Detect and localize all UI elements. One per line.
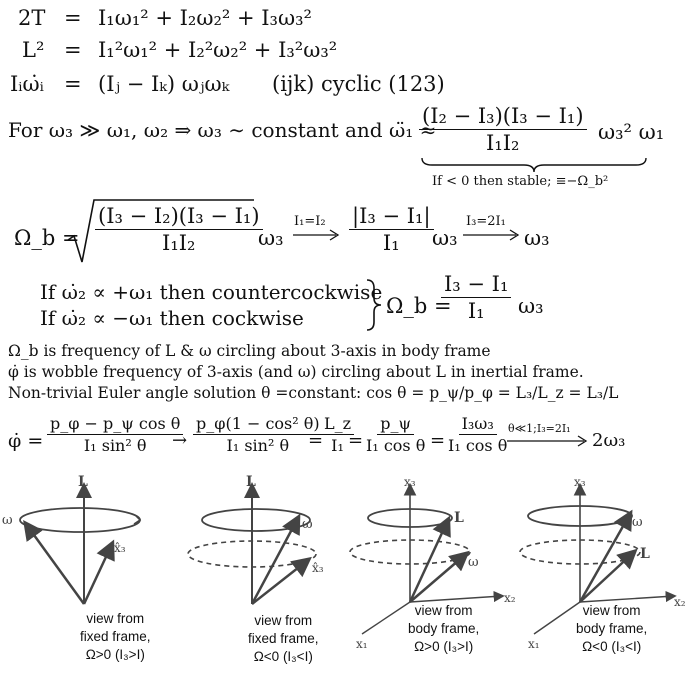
phi-f3-num: L_z bbox=[321, 414, 354, 435]
fig3-caption-1: view from bbox=[414, 603, 473, 618]
fig1-caption-3: Ω>0 (I₃>I) bbox=[85, 647, 145, 662]
phi-fraction-4 bbox=[360, 414, 431, 455]
underbrace bbox=[420, 156, 648, 174]
euler-lhs: Iᵢω̇ᵢ bbox=[10, 72, 44, 96]
euler-rhs: (Iⱼ − Iₖ) ωⱼωₖ bbox=[98, 72, 230, 96]
phi-eq-2: = bbox=[348, 430, 364, 451]
fig1-vec1-label: ω bbox=[2, 513, 13, 528]
fig4-caption-1: view from bbox=[582, 603, 641, 618]
fig1-axis-label: L bbox=[78, 474, 88, 490]
direction-line1: If ω̇₂ ∝ +ω₁ then countercockwise bbox=[40, 280, 383, 304]
vec-L-line bbox=[410, 520, 448, 602]
fig3-caption-2: body frame, bbox=[408, 621, 480, 636]
omega-b-fraction bbox=[92, 204, 266, 255]
phi-fraction-1 bbox=[44, 414, 186, 455]
fig4-axis-right: x₂ bbox=[674, 595, 686, 609]
axis-x1-line bbox=[362, 602, 410, 634]
fig3-caption bbox=[408, 602, 479, 656]
fig4-caption-2: body frame, bbox=[576, 621, 648, 636]
vec-omega-line bbox=[410, 554, 466, 602]
fig2-caption-1: view from bbox=[254, 613, 313, 628]
energy-rel: = bbox=[64, 6, 82, 30]
arrow-right-icon bbox=[462, 228, 522, 242]
arrow2-label: I₃=2I₁ bbox=[466, 214, 506, 229]
phi-arrow-label: θ≪1;I₃=2I₁ bbox=[508, 422, 571, 435]
note-line3: Non-trivial Euler angle solution θ =constant: cos θ = p_ψ/p_φ = L₃/L_z = L₃/L bbox=[8, 384, 619, 402]
phi-fraction-2 bbox=[190, 414, 326, 455]
phi-f4-num: p_ψ bbox=[377, 414, 414, 435]
direction-numerator: I₃ − I₁ bbox=[441, 272, 511, 298]
direction-line2: If ω̇₂ ∝ −ω₁ then cockwise bbox=[40, 306, 304, 330]
approx-denominator: I₁I₂ bbox=[486, 131, 520, 155]
momentum-rhs: I₁²ω₁² + I₂²ω₂² + I₃²ω₃² bbox=[98, 38, 338, 62]
fig3-vec2-label: ω bbox=[468, 555, 479, 570]
phi-result: 2ω₃ bbox=[592, 430, 626, 451]
omega-b-numerator: (I₃ − I₂)(I₃ − I₁) bbox=[95, 204, 263, 230]
phi-f5-den: I₁ cos θ bbox=[448, 436, 508, 455]
fig1-caption-1: view from bbox=[86, 611, 145, 626]
phi-f2-num: p_φ(1 − cos² θ) bbox=[193, 414, 323, 435]
fig2-axis-label: L bbox=[246, 474, 256, 490]
fig2-caption-3: Ω<0 (I₃<I) bbox=[253, 649, 313, 664]
fig2-vec2-label: x̂₃ bbox=[312, 561, 324, 575]
fig1-caption bbox=[80, 610, 151, 664]
energy-lhs: 2T bbox=[18, 6, 46, 30]
vec-x3-line bbox=[84, 544, 112, 604]
fig3-caption-3: Ω>0 (I₃>I) bbox=[414, 639, 474, 654]
note-line2: φ̇ is wobble frequency of 3-axis (and ω) circling about L in inertial frame. bbox=[8, 363, 584, 381]
phi-fraction-5 bbox=[442, 414, 513, 455]
approx-prefix: For ω₃ ≫ ω₁, ω₂ ⇒ ω₃ ∼ constant and ω̈₁ ≈ bbox=[8, 118, 437, 142]
vec-omega-line bbox=[26, 524, 84, 604]
momentum-lhs: L² bbox=[22, 38, 45, 62]
phi-f4-den: I₁ cos θ bbox=[366, 436, 426, 455]
direction-denominator: I₁ bbox=[467, 299, 485, 323]
brace-note: If < 0 then stable; ≡−Ω_b² bbox=[432, 174, 609, 189]
direction-fraction bbox=[438, 272, 514, 323]
omega-b-factor2: ω₃ bbox=[432, 226, 458, 250]
phi-f1-den: I₁ sin² θ bbox=[83, 436, 147, 455]
omega-b-result: ω₃ bbox=[524, 226, 550, 250]
direction-lhs: Ω_b = bbox=[386, 294, 452, 318]
fig3-axis-top: x₃ bbox=[404, 475, 416, 489]
phi-eq-3: = bbox=[430, 430, 446, 451]
approx-suffix: ω₃² ω₁ bbox=[598, 120, 665, 144]
approx-numerator: (I₂ − I₃)(I₃ − I₁) bbox=[419, 104, 587, 130]
approx-fraction bbox=[416, 104, 590, 155]
omega-b-lhs: Ω_b = bbox=[14, 226, 80, 250]
arrow-right-icon bbox=[292, 228, 342, 242]
fig4-caption-3: Ω<0 (I₃<I) bbox=[582, 639, 642, 654]
fig3-axis-left: x₁ bbox=[356, 637, 368, 651]
omega-b-factor: ω₃ bbox=[258, 226, 284, 250]
euler-note: (ijk) cyclic (123) bbox=[272, 72, 445, 96]
fig2-vec1-label: ω bbox=[302, 517, 313, 532]
vec-omega-line bbox=[580, 514, 630, 602]
phi-f2-den: I₁ sin² θ bbox=[226, 436, 290, 455]
right-brace bbox=[364, 278, 384, 332]
fig2-caption bbox=[248, 612, 319, 666]
fig4-vec2-label: L bbox=[640, 546, 650, 562]
precession-ellipse-top bbox=[20, 508, 140, 532]
phi-eq-1: = bbox=[308, 430, 324, 451]
omega-b-denominator: I₁I₂ bbox=[162, 231, 196, 255]
axis-x1-line bbox=[534, 602, 580, 634]
direction-factor: ω₃ bbox=[518, 294, 544, 318]
fig2-caption-2: fixed frame, bbox=[248, 631, 319, 646]
phi-dot-lhs: φ̇ = bbox=[8, 430, 44, 452]
phi-f5-num: I₃ω₃ bbox=[459, 414, 497, 435]
abs-numerator: |I₃ − I₁| bbox=[349, 204, 434, 230]
arrow1-label: I₁=I₂ bbox=[294, 214, 326, 229]
fig4-caption bbox=[576, 602, 647, 656]
fig4-axis-top: x₃ bbox=[574, 475, 586, 489]
abs-denominator: I₁ bbox=[382, 231, 400, 255]
fig1-vec2-label: x̂₃ bbox=[114, 541, 126, 555]
energy-rhs: I₁ω₁² + I₂ω₂² + I₃ω₃² bbox=[98, 6, 312, 30]
euler-rel: = bbox=[64, 72, 82, 96]
phi-arrow: → bbox=[172, 430, 188, 451]
fig3-vec1-label: L bbox=[454, 510, 464, 526]
phi-f1-num: p_φ − p_ψ cos θ bbox=[47, 414, 183, 435]
arrow-right-icon bbox=[506, 434, 590, 448]
vec-L-line bbox=[580, 552, 634, 602]
fig3-axis-right: x₂ bbox=[504, 591, 516, 605]
abs-fraction bbox=[346, 204, 437, 255]
momentum-rel: = bbox=[64, 38, 82, 62]
phi-f3-den: I₁ bbox=[331, 436, 344, 455]
note-line1: Ω_b is frequency of L & ω circling about 3-axis in body frame bbox=[8, 342, 491, 360]
fig1-caption-2: fixed frame, bbox=[80, 629, 151, 644]
fig4-vec1-label: ω bbox=[632, 515, 643, 530]
fig4-axis-left: x₁ bbox=[528, 637, 540, 651]
